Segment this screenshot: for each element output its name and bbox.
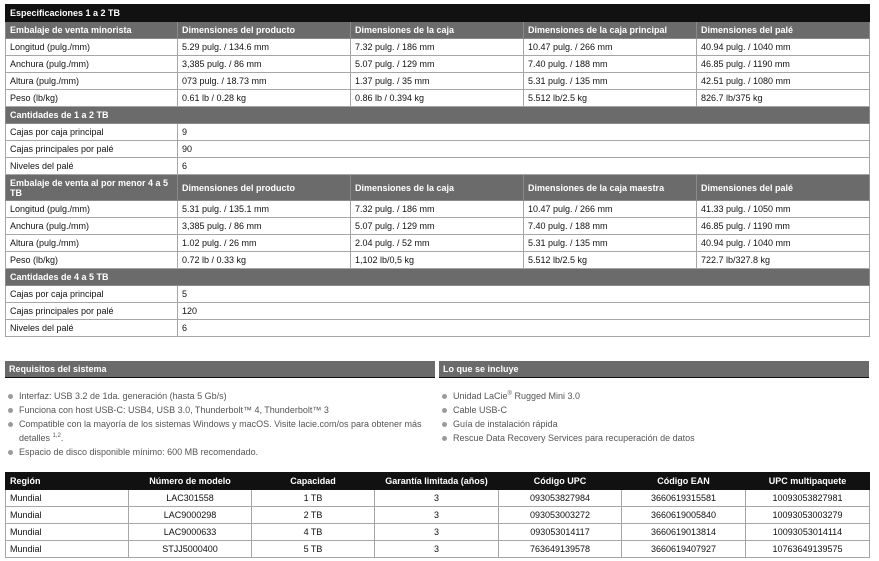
list-item: Funciona con host USB-C: USB4, USB 3.0, Thunderbolt™ 4, Thunderbolt™ 3 — [7, 403, 427, 417]
column-header-multipack-upc: UPC multipaquete — [746, 473, 870, 490]
cell: 3 — [375, 490, 499, 507]
table-row — [6, 158, 870, 175]
header-cell: Dimensiones del palé — [697, 22, 870, 39]
cell: 1.02 pulg. / 26 mm — [178, 235, 351, 252]
cell: Mundial — [6, 490, 129, 507]
cell: Mundial — [6, 541, 129, 558]
header-cell: Embalaje de venta al por menor 4 a 5 TB — [6, 175, 178, 201]
cell: 5.31 pulg. / 135 mm — [524, 73, 697, 90]
cell: 4 TB — [252, 524, 375, 541]
row-label: Longitud (pulg./mm) — [6, 201, 178, 218]
cell: 10.47 pulg. / 266 mm — [524, 39, 697, 56]
cell: 6 — [178, 158, 870, 175]
list-item-text: Compatible con la mayoría de los sistemas Windows y macOS. Visite lacie.com/os para obtener más detalles — [19, 419, 422, 443]
cell: 763649139578 — [499, 541, 622, 558]
column-header-ean: Código EAN — [622, 473, 746, 490]
cell: 5 — [178, 286, 870, 303]
quantities-title: Cantidades de 4 a 5 TB — [6, 269, 870, 286]
header-cell: Dimensiones del producto — [178, 175, 351, 201]
cell: 40.94 pulg. / 1040 mm — [697, 39, 870, 56]
quantities-title-row — [6, 107, 870, 124]
system-requirements-list — [7, 389, 427, 459]
table-row — [6, 73, 870, 90]
cell: 093053014117 — [499, 524, 622, 541]
specifications-table — [5, 4, 870, 337]
models-table — [5, 472, 870, 558]
cell: 826.7 lb/375 kg — [697, 90, 870, 107]
cell: Mundial — [6, 524, 129, 541]
cell: 120 — [178, 303, 870, 320]
cell: 1 TB — [252, 490, 375, 507]
cell: 41.33 pulg. / 1050 mm — [697, 201, 870, 218]
cell: 9 — [178, 124, 870, 141]
header-cell: Dimensiones del palé — [697, 175, 870, 201]
cell: 6 — [178, 320, 870, 337]
table-row — [6, 252, 870, 269]
cell: 46.85 pulg. / 1190 mm — [697, 56, 870, 73]
column-header-model: Número de modelo — [129, 473, 252, 490]
table-row — [6, 524, 870, 541]
cell: 3 — [375, 507, 499, 524]
table-row — [6, 235, 870, 252]
cell: 10093053014114 — [746, 524, 870, 541]
table-row — [6, 286, 870, 303]
cell: 093053827984 — [499, 490, 622, 507]
included-list — [441, 389, 861, 445]
cell: 073 pulg. / 18.73 mm — [178, 73, 351, 90]
table-row — [6, 90, 870, 107]
row-label: Cajas por caja principal — [6, 286, 178, 303]
column-header-capacity: Capacidad — [252, 473, 375, 490]
spec-title-row — [6, 5, 870, 22]
list-item: Interfaz: USB 3.2 de 1da. generación (hasta 5 Gb/s) — [7, 389, 427, 403]
list-item: Espacio de disco disponible mínimo: 600 MB recomendado. — [7, 445, 427, 459]
cell: 0.61 lb / 0.28 kg — [178, 90, 351, 107]
table-row — [6, 141, 870, 158]
cell: 5.31 pulg. / 135 mm — [524, 235, 697, 252]
row-label: Altura (pulg./mm) — [6, 235, 178, 252]
table-row — [6, 303, 870, 320]
table-row — [6, 507, 870, 524]
cell: 46.85 pulg. / 1190 mm — [697, 218, 870, 235]
cell: 3660619407927 — [622, 541, 746, 558]
list-item: Rescue Data Recovery Services para recuperación de datos — [441, 431, 861, 445]
registered-mark: ® — [507, 391, 512, 397]
spec-header-row — [6, 175, 870, 201]
table-row — [6, 39, 870, 56]
cell: LAC9000298 — [129, 507, 252, 524]
row-label: Anchura (pulg./mm) — [6, 218, 178, 235]
cell: 1,102 lb/0,5 kg — [351, 252, 524, 269]
list-item — [441, 389, 861, 403]
list-item-text: Rugged Mini 3.0 — [511, 391, 581, 401]
table-row — [6, 490, 870, 507]
table-row — [6, 201, 870, 218]
row-label: Niveles del palé — [6, 320, 178, 337]
cell: 722.7 lb/327.8 kg — [697, 252, 870, 269]
row-label: Altura (pulg./mm) — [6, 73, 178, 90]
cell: 5.29 pulg. / 134.6 mm — [178, 39, 351, 56]
cell: 0.72 lb / 0.33 kg — [178, 252, 351, 269]
table-row — [6, 56, 870, 73]
cell: 5.07 pulg. / 129 mm — [351, 56, 524, 73]
table-row — [6, 124, 870, 141]
row-label: Niveles del palé — [6, 158, 178, 175]
cell: 3660619315581 — [622, 490, 746, 507]
header-cell: Dimensiones del producto — [178, 22, 351, 39]
cell: 3660619005840 — [622, 507, 746, 524]
table-row — [6, 541, 870, 558]
header-cell: Dimensiones de la caja — [351, 22, 524, 39]
cell: 7.40 pulg. / 188 mm — [524, 56, 697, 73]
cell: 7.32 pulg. / 186 mm — [351, 201, 524, 218]
cell: 3 — [375, 524, 499, 541]
cell: 7.32 pulg. / 186 mm — [351, 39, 524, 56]
quantities-title-row — [6, 269, 870, 286]
column-header-warranty: Garantía limitada (años) — [375, 473, 499, 490]
row-label: Peso (lb/kg) — [6, 252, 178, 269]
row-label: Cajas por caja principal — [6, 124, 178, 141]
table-row — [6, 320, 870, 337]
column-header-region: Región — [6, 473, 129, 490]
cell: 1.37 pulg. / 35 mm — [351, 73, 524, 90]
cell: Mundial — [6, 507, 129, 524]
header-cell: Embalaje de venta minorista — [6, 22, 178, 39]
header-cell: Dimensiones de la caja principal — [524, 22, 697, 39]
row-label: Longitud (pulg./mm) — [6, 39, 178, 56]
cell: 3660619013814 — [622, 524, 746, 541]
cell: 40.94 pulg. / 1040 mm — [697, 235, 870, 252]
cell: 3,385 pulg. / 86 mm — [178, 218, 351, 235]
cell: 5.31 pulg. / 135.1 mm — [178, 201, 351, 218]
cell: 10763649139575 — [746, 541, 870, 558]
spec-title: Especificaciones 1 a 2 TB — [6, 5, 870, 22]
cell: 093053003272 — [499, 507, 622, 524]
header-cell: Dimensiones de la caja maestra — [524, 175, 697, 201]
cell: 3,385 pulg. / 86 mm — [178, 56, 351, 73]
column-header-upc: Código UPC — [499, 473, 622, 490]
list-item: Compatible con la mayoría de los sistemas Windows y macOS. Visite lacie.com/os para obtener más detalles $^{1,2}$. — [7, 417, 427, 445]
cell: 10093053003279 — [746, 507, 870, 524]
cell: STJJ5000400 — [129, 541, 252, 558]
system-requirements-title: Requisitos del sistema — [5, 361, 435, 378]
cell: 2 TB — [252, 507, 375, 524]
row-label: Cajas principales por palé — [6, 141, 178, 158]
cell: 2.04 pulg. / 52 mm — [351, 235, 524, 252]
header-cell: Dimensiones de la caja — [351, 175, 524, 201]
included-title: Lo que se incluye — [439, 361, 869, 378]
quantities-title: Cantidades de 1 a 2 TB — [6, 107, 870, 124]
row-label: Cajas principales por palé — [6, 303, 178, 320]
row-label: Peso (lb/kg) — [6, 90, 178, 107]
row-label: Anchura (pulg./mm) — [6, 56, 178, 73]
cell: LAC301558 — [129, 490, 252, 507]
list-item-text: Unidad LaCie — [453, 391, 508, 401]
cell: 3 — [375, 541, 499, 558]
cell: 10093053827981 — [746, 490, 870, 507]
table-row — [6, 218, 870, 235]
list-item: Cable USB-C — [441, 403, 861, 417]
cell: 7.40 pulg. / 188 mm — [524, 218, 697, 235]
cell: 90 — [178, 141, 870, 158]
cell: 5 TB — [252, 541, 375, 558]
cell: 42.51 pulg. / 1080 mm — [697, 73, 870, 90]
models-header-row — [6, 473, 870, 490]
cell: 5.512 lb/2.5 kg — [524, 252, 697, 269]
cell: 10.47 pulg. / 266 mm — [524, 201, 697, 218]
cell: 5.512 lb/2.5 kg — [524, 90, 697, 107]
list-item: Guía de instalación rápida — [441, 417, 861, 431]
cell: 5.07 pulg. / 129 mm — [351, 218, 524, 235]
cell: LAC9000633 — [129, 524, 252, 541]
footnote-mark: 1,2 — [52, 433, 61, 439]
cell: 0.86 lb / 0.394 kg — [351, 90, 524, 107]
spec-header-row — [6, 22, 870, 39]
